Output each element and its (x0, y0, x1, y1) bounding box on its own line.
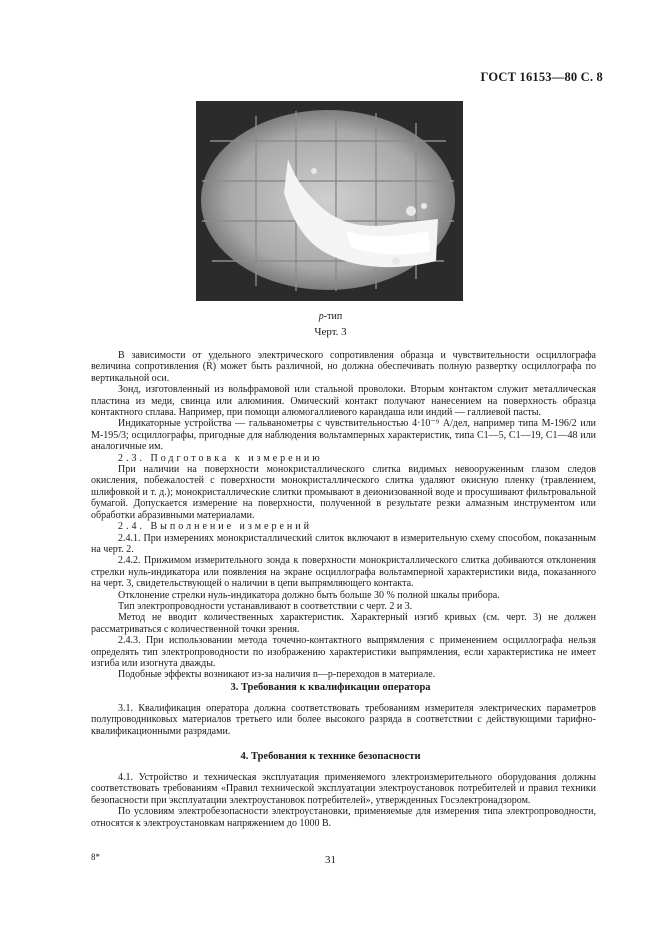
figure-type-letter: p (318, 311, 324, 322)
paragraph: 4.1. Устройство и техническая эксплуатация применяемого электроизмерительного оборудования должны соответствовать требованиям «Правил технической эксплуатации электроустановок потребителей и правил техники безопасности при эксплуатации электроустановок потребителей», утвержденных Госэлектронадзором. (91, 772, 596, 806)
section4-title: 4. Требования к технике безопасности (240, 751, 421, 762)
paragraph: 2.4.1. При измерениях монокристаллический слиток включают в измерительную схему способом, показанным на черт. 2. (91, 532, 596, 555)
subsection-heading: 2.3. Подготовка к измерению (118, 452, 323, 464)
paragraph: При наличии на поверхности монокристаллического слитка видимых невооруженным глазом следов окисления, побежалостей с поверхности монокристаллического слитка удаляют окисную пленку (травлением, шлифовкой и т. д.); монокристаллические слитки промывают в деионизованной воде и просушивают фильтровальной бумагой. Допускается измерение на поверхности, полученной в результате резки алмазным инструментом или обработки абразивными материалами. (91, 464, 596, 521)
paragraph: Подобные эффекты возникают из-за наличия n—p-переходов в материале. (118, 669, 436, 681)
footer-mark: 8* (91, 852, 100, 862)
paragraph: В зависимости от удельного электрического сопротивления образца и чувствительности осциллографа величина сопротивления (R) может быть различной, но должна обеспечивать полную развертку осциллографа по вертикальной оси. (91, 350, 596, 384)
figure-type-suffix: -тип (323, 311, 343, 322)
page-header: ГОСТ 16153—80 С. 8 (480, 70, 603, 84)
page-number: 31 (325, 854, 336, 866)
section3-title: 3. Требования к квалификации оператора (230, 682, 431, 693)
paragraph: Тип электропроводности устанавливают в соответствии с черт. 2 и 3. (118, 600, 413, 612)
section3-body (91, 703, 596, 737)
paragraph: Зонд, изготовленный из вольфрамовой или стальной проволоки. Вторым контактом служит металлическая пластина из меди, свинца или алюминия. Омический контакт получают нанесением на поверхность образца контактного сплава. Например, при помощи алюмогаллиевого карандаша или индий — галлиевой пасты. (91, 384, 596, 419)
figure-caption: Черт. 3 (314, 326, 347, 338)
paragraph: 3.1. Квалификация оператора должна соответствовать требованиям измерителя электрических параметров полупроводниковых материалов третьего или более высокого разряда в соответствии с действующими тарифно-квалификационными разрядами. (91, 703, 596, 737)
paragraph: Метод не вводит количественных характеристик. Характерный изгиб кривых (см. черт. 3) не должен рассматриваться с количественной точки зрения. (91, 612, 596, 635)
body-text (91, 350, 596, 681)
oscillogram-photo (196, 101, 463, 301)
paragraph: Отклонение стрелки нуль-индикатора должно быть больше 30 % полной шкалы прибора. (118, 589, 500, 601)
subsection-heading: 2.4. Выполнение измерений (118, 521, 312, 533)
figure-type-label (0, 311, 661, 322)
paragraph: По условиям электробезопасности электроустановки, применяемые для измерения типа электропроводности, относятся к электроустановкам напряжением до 1000 В. (91, 806, 596, 829)
section4-body (91, 772, 596, 829)
paragraph: Индикаторные устройства — гальванометры с чувствительностью 4·10⁻⁹ А/дел, например типа М-196/2 или М-195/3; осциллографы, пригодные для наблюдения вольтамперных характеристик, типа С1—5, С1—19, С1—48 или аналогичные им. (91, 418, 596, 453)
paragraph: 2.4.2. Прижимом измерительного зонда к поверхности монокристаллического слитка добиваются отклонения стрелки нуль-индикатора или появления на экране осциллографа вольтамперной характеристики вида, показанного на черт. 3, свидетельствующей о наличии в цепи выпрямляющего контакта. (91, 555, 596, 590)
paragraph: 2.4.3. При использовании метода точечно-контактного выпрямления с применением осциллографа нельзя определять тип электропроводности по изображению характеристики выпрямления, если характеристика не имеет изгиба или изогнута дважды. (91, 635, 596, 669)
